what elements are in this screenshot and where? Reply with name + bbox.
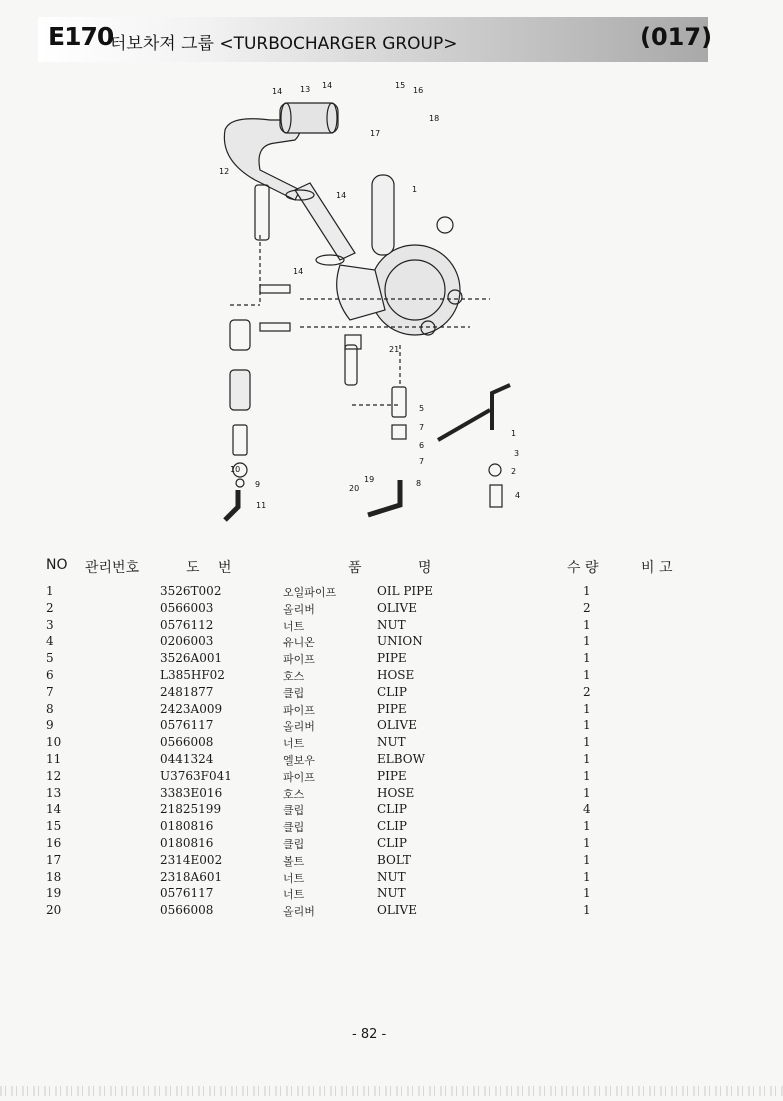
callout-label: 14 [293,267,304,276]
col-drawing-no-2: 번 [218,560,232,576]
row-kor-name: 너트 [283,737,305,751]
table-row [0,769,783,786]
table-row [0,870,783,887]
row-name: UNION [377,634,423,649]
row-qty: 1 [583,668,591,682]
callout-label: 17 [370,129,381,138]
col-part-name-2: 명 [418,560,432,576]
page-number: - 82 - [352,1027,387,1042]
row-qty: 1 [583,852,591,867]
row-kor-name: 유니온 [283,636,315,650]
row-qty: 1 [583,869,591,884]
row-kor-name: 올리버 [283,720,315,734]
row-kor-name: 너트 [283,888,305,902]
callout-label: 6 [419,441,425,450]
row-no: 3 [46,617,54,632]
row-qty: 1 [583,785,591,800]
row-qty: 1 [583,903,591,918]
row-no: 14 [46,802,62,817]
row-code: 3526A001 [160,651,223,666]
row-qty: 1 [583,735,591,750]
row-name: BOLT [377,852,411,867]
row-name: NUT [377,886,406,901]
row-code: U3763F041 [160,768,232,783]
table-row [0,819,783,836]
table-row [0,634,783,651]
callout-label: 12 [219,167,230,176]
row-qty: 1 [583,768,591,783]
callout-label: 21 [389,345,400,354]
row-name: NUT [377,735,406,750]
table-row [0,584,783,601]
callout-label: 14 [322,81,333,90]
row-code: 0566003 [160,600,214,615]
callout-label: 3 [514,449,520,458]
callout-label: 8 [416,479,422,488]
row-name: OLIVE [377,718,417,733]
table-row [0,735,783,752]
row-code: 3383E016 [160,785,223,800]
row-no: 10 [46,735,62,750]
row-no: 19 [46,886,62,901]
row-kor-name: 엘보우 [283,754,315,767]
row-qty: 2 [583,600,591,615]
callout-label: 14 [272,87,283,96]
row-qty: 1 [583,752,591,766]
row-code: 0566008 [160,735,214,750]
row-no: 12 [46,768,62,783]
row-kor-name: 파이프 [283,770,315,784]
row-name: HOSE [377,785,415,800]
callout-label: 2 [511,467,517,476]
row-name: CLIP [377,836,407,850]
row-code: 0576112 [160,617,214,632]
callout-label: 20 [349,484,360,493]
table-row [0,718,783,735]
table-row [0,618,783,635]
callout-label: 9 [255,480,261,489]
row-kor-name: 볼트 [283,854,305,868]
row-code: 0180816 [160,836,214,850]
row-code: 0566008 [160,903,214,918]
callout-label: 1 [412,185,418,194]
row-name: HOSE [377,668,415,682]
row-no: 11 [46,752,62,766]
row-kor-name: 파이프 [283,703,315,717]
col-qty: 수 량 [567,560,599,576]
col-drawing-no-1: 도 [186,560,200,576]
table-row [0,886,783,903]
row-kor-name: 클립 [283,838,305,851]
row-qty: 4 [583,802,591,817]
row-no: 7 [46,684,54,699]
row-no: 1 [46,584,54,598]
row-kor-name: 너트 [283,871,305,885]
row-kor-name: 파이프 [283,653,315,667]
callout-label: 10 [230,465,241,474]
table-row [0,802,783,819]
table-row [0,702,783,719]
row-qty: 1 [583,617,591,632]
row-name: CLIP [377,684,407,699]
row-no: 4 [46,634,54,649]
row-qty: 1 [583,651,591,666]
row-kor-name: 클립 [283,804,305,818]
callout-label: 13 [300,85,311,94]
row-no: 2 [46,600,54,615]
col-remark: 비 고 [641,560,673,576]
row-qty: 2 [583,684,591,699]
row-no: 6 [46,668,54,682]
row-no: 9 [46,718,54,733]
row-no: 17 [46,852,62,867]
row-qty: 1 [583,701,591,716]
callout-label: 15 [395,81,406,90]
row-qty: 1 [583,819,591,834]
row-code: 21825199 [160,802,222,817]
col-mgmt-no: 관리번호 [85,560,140,576]
row-qty: 1 [583,634,591,649]
row-code: 2318A601 [160,869,223,884]
row-name: OLIVE [377,903,417,918]
row-code: L385HF02 [160,668,225,682]
row-name: PIPE [377,701,407,716]
exploded-parts-diagram [200,75,540,545]
row-kor-name: 클립 [283,821,305,835]
row-qty: 1 [583,886,591,901]
table-row [0,601,783,618]
col-part-name-1: 품 [348,560,362,576]
row-kor-name: 클립 [283,686,305,700]
row-kor-name: 호스 [283,787,305,801]
col-no: NO [46,557,68,573]
callout-label: 19 [364,475,375,484]
table-row [0,903,783,920]
row-name: PIPE [377,651,407,666]
table-row [0,651,783,668]
table-row [0,752,783,769]
row-code: 0441324 [160,752,214,766]
row-qty: 1 [583,718,591,733]
table-row [0,668,783,685]
row-code: 2423A009 [160,701,223,716]
callout-label: 7 [419,423,425,432]
row-kor-name: 오일파이프 [283,586,337,599]
row-name: OLIVE [377,600,417,615]
row-code: 0206003 [160,634,214,649]
callout-label: 7 [419,457,425,466]
row-code: 3526T002 [160,584,222,598]
row-code: 2314E002 [160,852,223,867]
row-code: 0576117 [160,886,214,901]
callout-label: 4 [515,491,521,500]
row-no: 18 [46,869,62,884]
page-code: (017) [640,23,713,51]
table-header [0,557,783,579]
table-row [0,685,783,702]
row-qty: 1 [583,836,591,850]
table-row [0,786,783,803]
row-code: 0576117 [160,718,214,733]
page-title: 터보차져 그룹 <TURBOCHARGER GROUP> [110,34,458,54]
callout-label: 14 [336,191,347,200]
row-kor-name: 호스 [283,670,305,683]
table-row [0,836,783,853]
callout-label: 16 [413,86,424,95]
callout-label: 5 [419,404,425,413]
row-no: 5 [46,651,54,666]
scan-edge-strip [0,1086,783,1096]
row-name: PIPE [377,768,407,783]
row-kor-name: 올리버 [283,905,315,919]
row-kor-name: 올리버 [283,602,315,616]
row-no: 16 [46,836,62,850]
callout-label: 1 [511,429,517,438]
callout-label: 18 [429,114,440,123]
model-code: E170 [48,22,114,51]
row-code: 2481877 [160,684,214,699]
table-row [0,853,783,870]
row-code: 0180816 [160,819,214,834]
row-name: CLIP [377,802,407,817]
row-name: OIL PIPE [377,584,434,598]
row-name: NUT [377,869,406,884]
callout-label: 11 [256,501,267,510]
row-no: 15 [46,819,62,834]
row-qty: 1 [583,584,591,598]
row-no: 8 [46,701,54,716]
row-kor-name: 너트 [283,619,305,633]
row-no: 13 [46,785,62,800]
row-name: ELBOW [377,752,425,766]
row-no: 20 [46,903,62,918]
row-name: CLIP [377,819,407,834]
row-name: NUT [377,617,406,632]
